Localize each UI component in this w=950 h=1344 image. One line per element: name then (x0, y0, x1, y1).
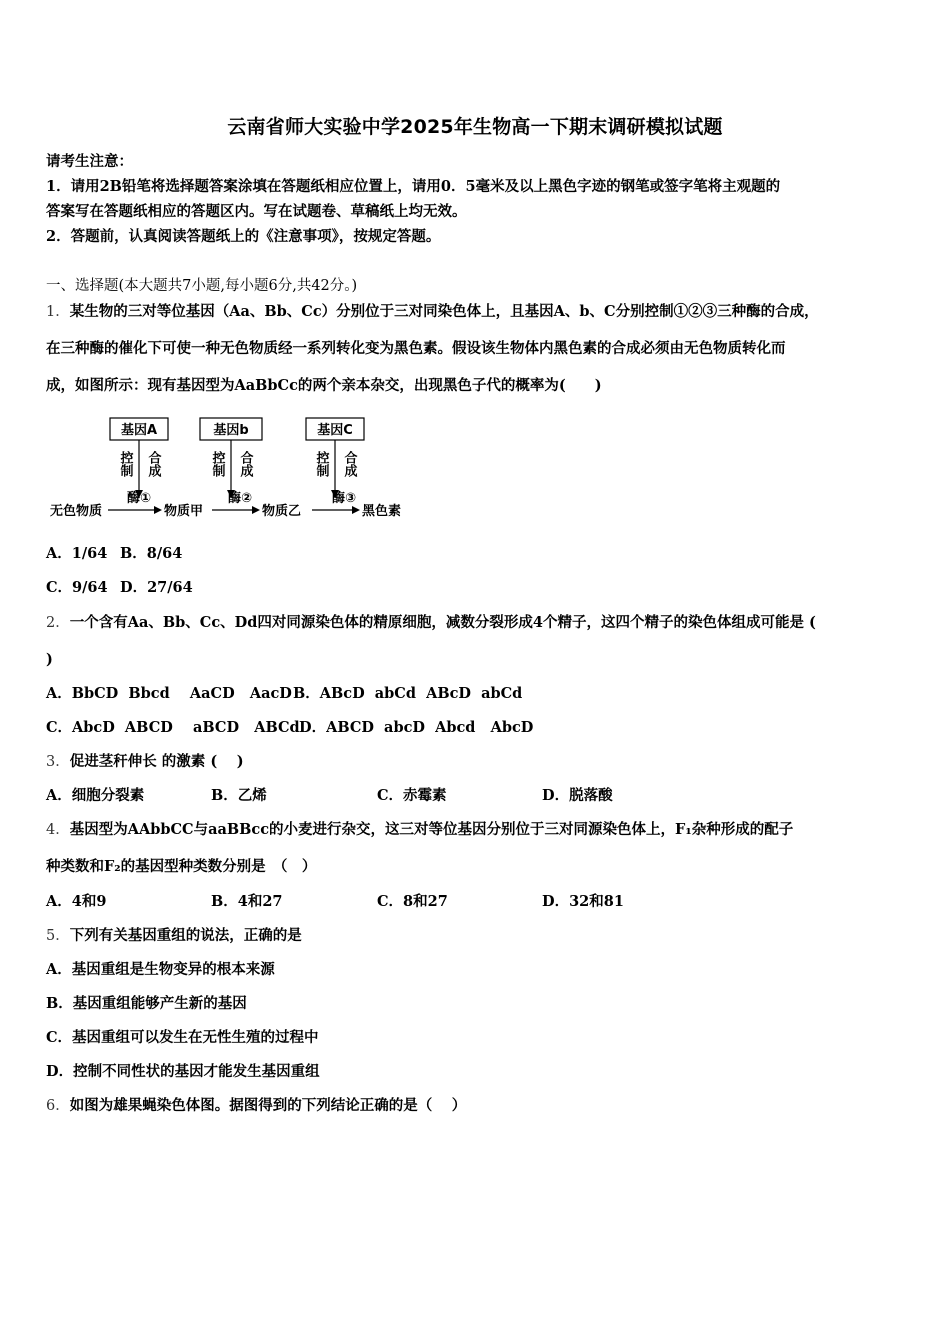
pathway-diagram (48, 412, 428, 522)
q3-option-b: B．乙烯 (211, 787, 267, 804)
gene-c-arrow (331, 440, 339, 498)
section-heading: 一、选择题(本大题共7小题,每小题6分,共42分。) (46, 278, 358, 294)
gene-b-synth-text: 合成 (237, 451, 253, 477)
gene-a-control-text: 控制 (117, 451, 133, 477)
question-6 (46, 1096, 466, 1116)
q2-option-b: B．ABcD abCd ABcD abCd (293, 685, 523, 702)
enzyme-3-label: 酶③ (331, 491, 357, 506)
question-6-number: 6． (46, 1098, 70, 1114)
substance-melanin: 黑色素 (362, 504, 402, 519)
q2-option-a: A．BbCD Bbcd AaCD AacD (46, 685, 292, 702)
q2-option-c: C．AbcD ABCD aBCD ABCd (46, 719, 300, 736)
gene-a-synth-text: 合成 (145, 451, 161, 477)
gene-b-control-text: 控制 (209, 451, 225, 477)
q4-option-c: C．8和27 (377, 893, 448, 910)
q3-option-d: D．脱落酸 (542, 787, 613, 804)
question-5-stem: 下列有关基因重组的说法，正确的是 (69, 927, 302, 944)
notice-heading: 请考生注意： (46, 153, 133, 170)
substance-colorless: 无色物质 (50, 504, 103, 519)
question-3 (46, 752, 244, 772)
q1-option-b: B．8/64 (120, 545, 183, 562)
q5-option-b: B．基因重组能够产生新的基因 (46, 995, 247, 1012)
gene-c-label: 基因C (317, 423, 353, 438)
notice-line-1: 1．请用2B铅笔将选择题答案涂填在答题纸相应位置上，请用0．5毫米及以上黑色字迹的钢笔或签字笔将主观题的 (46, 178, 781, 195)
gene-a-arrow (135, 440, 143, 498)
question-4 (46, 820, 793, 840)
gene-b-arrow (227, 440, 235, 498)
q2-option-d: D．ABCD abcD Abcd AbcD (299, 719, 534, 736)
q3-option-c: C．赤霉素 (377, 787, 447, 804)
q5-option-d: D．控制不同性状的基因才能发生基因重组 (46, 1063, 320, 1080)
gene-c-control-text: 控制 (313, 451, 329, 477)
pathway-arrow-1 (108, 506, 162, 514)
question-1-number: 1． (46, 304, 70, 320)
question-6-stem: 如图为雄果蝇染色体图。据图得到的下列结论正确的是（ ） (69, 1097, 467, 1114)
gene-c-synth-text: 合成 (341, 451, 357, 477)
question-2 (46, 613, 816, 633)
question-1-line-1: 某生物的三对等位基因（Aa、Bb、Cc）分别位于三对同染色体上，且基因A、b、C分别控制①②③三种酶的合成， (69, 303, 819, 320)
pathway-arrow-3 (312, 506, 360, 514)
question-4-line-1: 基因型为AAbbCC与aaBBcc的小麦进行杂交，这三对等位基因分别位于三对同源染色体上，F₁杂种形成的配子 (69, 821, 794, 838)
substance-a: 物质甲 (164, 504, 204, 519)
question-2-number: 2． (46, 615, 70, 631)
question-5 (46, 926, 302, 946)
question-1-line-3: 成，如图所示：现有基因型为AaBbCc的两个亲本杂交，出现黑色子代的概率为( ) (46, 377, 602, 394)
question-1 (46, 302, 819, 322)
substance-b: 物质乙 (262, 504, 302, 519)
enzyme-1-label: 酶① (126, 491, 152, 506)
pathway-arrow-2 (212, 506, 260, 514)
q1-option-a: A．1/64 (46, 545, 108, 562)
page-title: 云南省师大实验中学2025年生物高一下期末调研模拟试题 (227, 116, 723, 138)
question-3-stem: 促进茎秆伸长 的激素 ( ) (69, 753, 244, 770)
q5-option-c: C．基因重组可以发生在无性生殖的过程中 (46, 1029, 319, 1046)
question-2-line-1: 一个含有Aa、Bb、Cc、Dd四对同源染色体的精原细胞，减数分裂形成4个精子，这四个精子的染色体组成可能是 ( (69, 614, 816, 631)
question-4-line-2: 种类数和F₂的基因型种类数分别是 （ ） (46, 858, 317, 875)
gene-b-label: 基因b (213, 423, 249, 438)
notice-line-3: 2．答题前，认真阅读答题纸上的《注意事项》，按规定答题。 (46, 228, 441, 245)
q4-option-a: A．4和9 (46, 893, 107, 910)
question-5-number: 5． (46, 928, 70, 944)
enzyme-2-label: 酶② (227, 491, 253, 506)
notice-line-2: 答案写在答题纸相应的答题区内。写在试题卷、草稿纸上均无效。 (46, 203, 467, 220)
q5-option-a: A．基因重组是生物变异的根本来源 (46, 961, 275, 978)
q4-option-b: B．4和27 (211, 893, 283, 910)
question-1-line-2: 在三种酶的催化下可使一种无色物质经一系列转化变为黑色素。假设该生物体内黑色素的合成必须由无色物质转化而 (46, 340, 786, 357)
question-3-number: 3． (46, 754, 70, 770)
q1-option-d: D．27/64 (120, 579, 193, 596)
q4-option-d: D．32和81 (542, 893, 624, 910)
q1-option-c: C．9/64 (46, 579, 108, 596)
question-2-line-2: ) (46, 651, 53, 668)
question-4-number: 4． (46, 822, 70, 838)
q3-option-a: A．细胞分裂素 (46, 787, 145, 804)
gene-a-label: 基因A (120, 423, 158, 438)
